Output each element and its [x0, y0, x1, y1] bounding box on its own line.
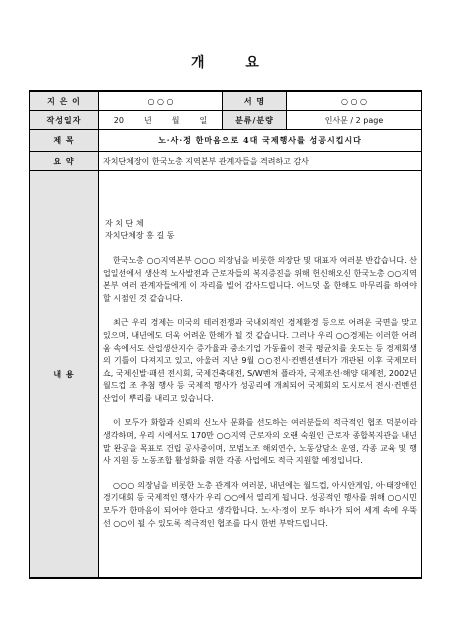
body-paragraph-3: 이 모두가 화합과 신뢰의 신노사 문화를 선도하는 여러분들의 적극적인 협조 덕분이라 생각하며, 우리 시에서도 170만 ○○지역 근로자의 오랜 숙원인 근로자 종합복지관을 내년 말 완공을 목표로 건립 공사중이며, 모범노조 해외연수, 노동상담소 운영, 각종 교육 및 행사 지원 등 노동조합 활성화를 위한 각종 사업에도 적극 지원할 예정입니다.	[103, 418, 417, 466]
body-paragraph-1: 한국노총 ○○지역본부 ○○○ 의장님을 비롯한 의장단 및 대표자 여러분 반갑습니다. 산업일선에서 생산적 노사발전과 근로자들의 복지증진을 위해 헌신해오신 한국노총 ○○지역본부 여러 관계자들에게 이 자리를 빌어 감사드립니다. 어느덧 올 한해도 마무리를 하여야 할 시점인 것 같습니다.	[103, 255, 417, 303]
body-paragraph-4: ○○○ 의장님을 비롯한 노총 관계자 여러분, 내년에는 월드컵, 아시안게임, 아·태장애인경기대회 등 국제적인 행사가 우리 ○○에서 열리게 됩니다. 성공적인 행사를 위해 ○○시민 모두가 한마음이 되어야 한다고 생각합니다. 노·사·정이 모두 하나가 되어 세계 속에 우뚝 선 ○○이 될 수 있도록 적극적인 협조를 다시 한번 부탁드립니다.	[103, 480, 417, 528]
summary-row	[30, 152, 422, 171]
summary-label: 요 약	[30, 152, 99, 171]
content-label: 내 용	[30, 171, 99, 579]
date-year: 20	[113, 115, 124, 125]
body-paragraph-2: 최근 우리 경제는 미국의 테러전쟁과 국내외적인 경제환경 등으로 어려운 국면을 맞고 있으며, 내년에도 더욱 어려운 한해가 될 것 같습니다. 그러나 우리 ○○경제는 이러한 어려움 속에서도 산업생산지수 증가율과 중소기업 가동률이 전국 평균치를 웃도는 등 경제회생의 기틀이 다져지고 있고, 아울러 지난 9월 ○○전시·컨벤션센터가 개관된 이후 국제모터쇼, 국제신발·패션 전시회, 국제건축대전, S/W벤처 플라자, 국제조선·해양 대제전, 2002년 월드컵 조 추첨 행사 등 국제적 행사가 성공리에 개최되어 국제회의 도시로서 전시·컨벤션 산업이 뿌리를 내리고 있습니다.	[103, 318, 417, 403]
summary-form-table	[29, 90, 422, 579]
content-body	[99, 171, 422, 579]
category-value: 인사문 / 2 page	[287, 111, 422, 130]
date-row	[30, 111, 422, 130]
author-label: 지 은 이	[30, 91, 99, 111]
signature-label: 서 명	[223, 91, 287, 111]
date-label: 작성일자	[30, 111, 99, 130]
author-value: ○ ○ ○	[99, 91, 223, 111]
subject-row	[30, 130, 422, 152]
date-month-unit: 월	[171, 115, 180, 125]
author-row	[30, 91, 422, 111]
date-value	[99, 111, 223, 130]
content-row	[30, 171, 422, 579]
signature-value: ○ ○ ○	[287, 91, 422, 111]
document-title: 개 요	[191, 55, 277, 71]
summary-value: 자치단체장이 한국노총 지역본부 관계자들을 격려하고 감사	[99, 152, 422, 171]
salutation-org: 자 치 단 체	[105, 218, 144, 228]
subject-label: 제 목	[30, 130, 99, 152]
date-year-unit: 년	[143, 115, 152, 125]
salutation-name: 자치단체장 홍 길 동	[105, 231, 175, 241]
subject-value: 노·사·정 한마음으로 4대 국제행사를 성공시킵시다	[99, 130, 422, 152]
date-day-unit: 일	[199, 115, 208, 125]
category-label: 분류/분량	[223, 111, 287, 130]
